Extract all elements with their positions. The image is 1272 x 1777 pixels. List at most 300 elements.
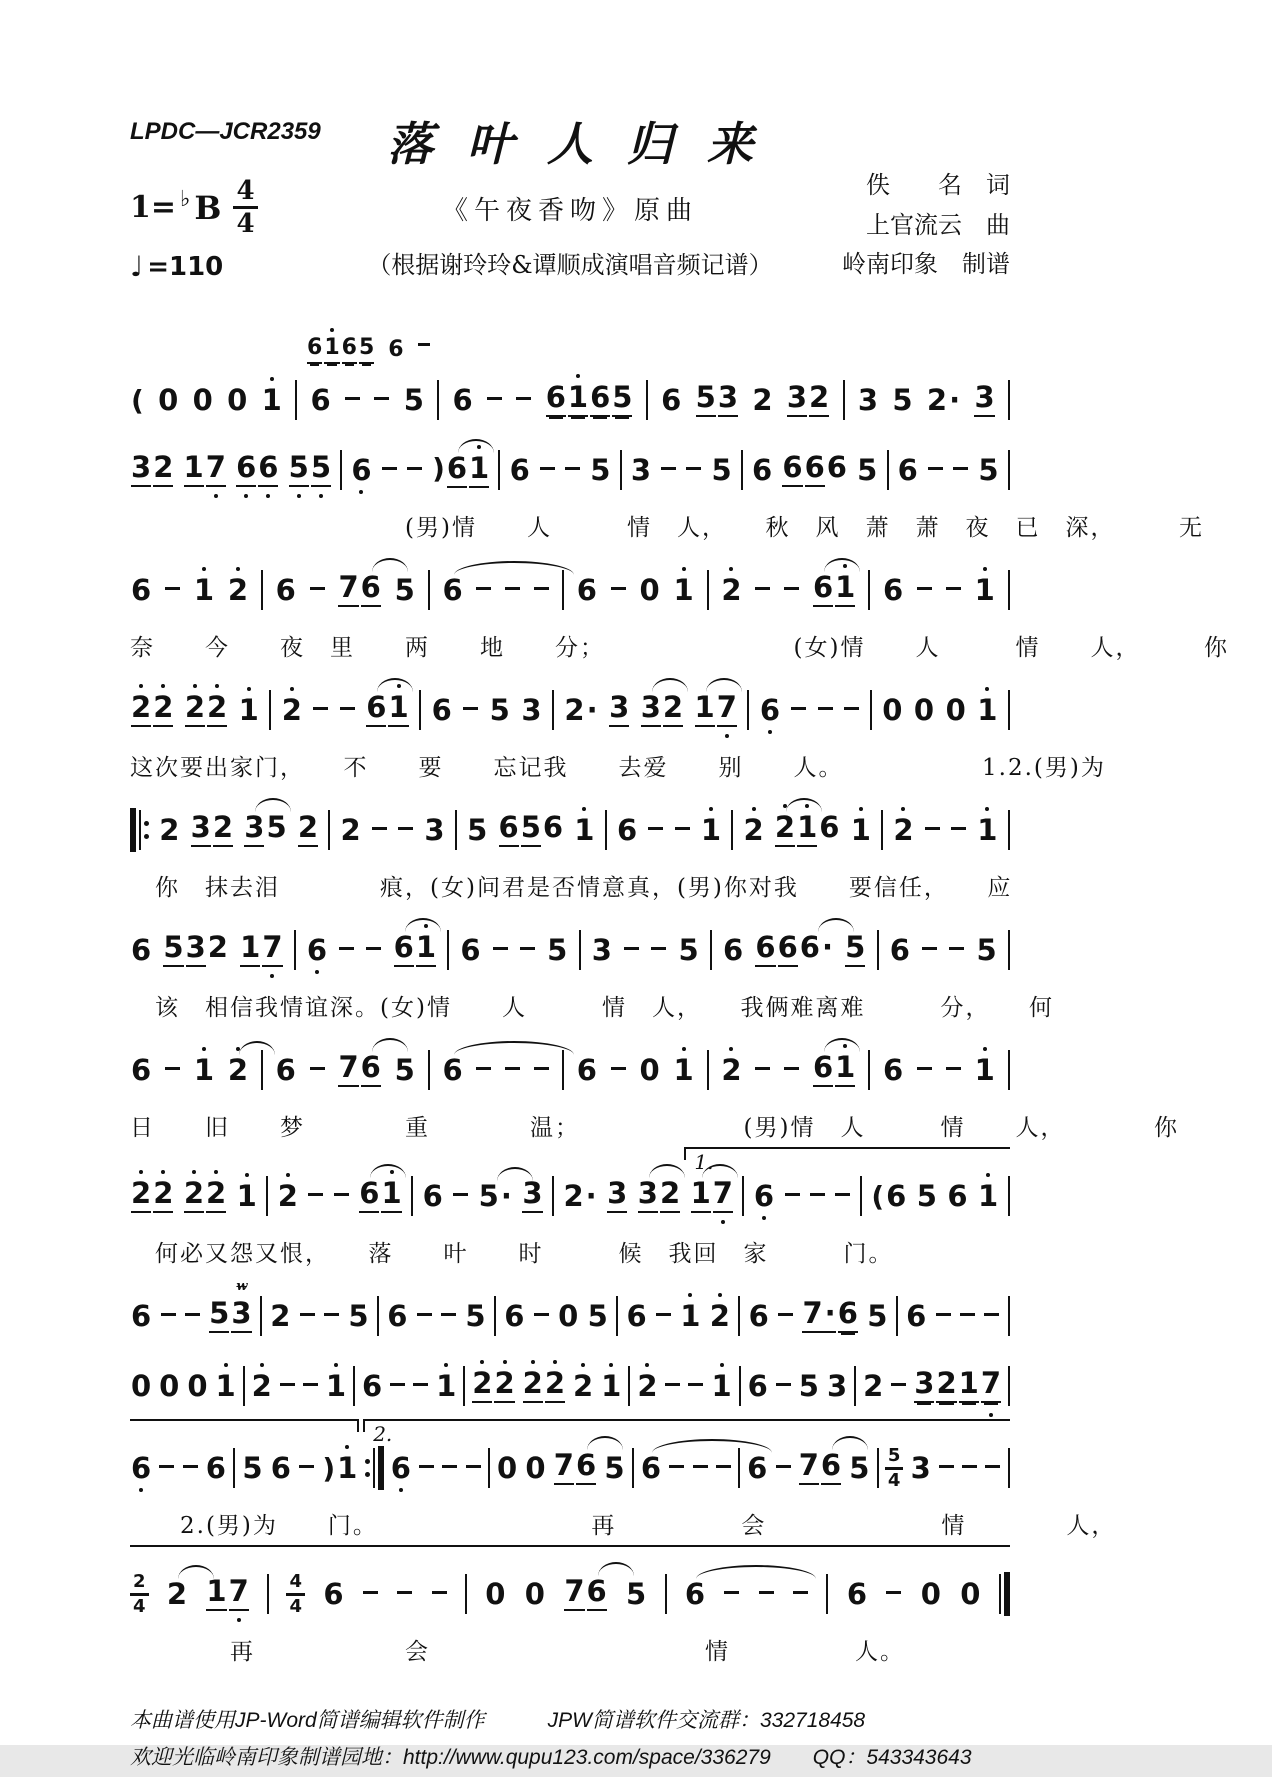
- note: [978, 452, 999, 487]
- bthin: [463, 1366, 465, 1406]
- note-digit: 2: [166, 1576, 188, 1611]
- note-group: [236, 1178, 258, 1213]
- note-digit: 6: [131, 1052, 152, 1087]
- note: [590, 380, 611, 417]
- note-digit: 2: [251, 1368, 272, 1403]
- note: [205, 1450, 226, 1485]
- note-digit: 5: [678, 932, 699, 967]
- flat-icon: ♭: [180, 185, 191, 212]
- octave-dot-above: [718, 1293, 722, 1297]
- note-group: [746, 1450, 768, 1485]
- barline-thin: [428, 570, 430, 610]
- octave-dot-above: [330, 328, 334, 332]
- barline-thin: [1008, 380, 1010, 420]
- note-digit: 6: [747, 1450, 768, 1485]
- slur-arc-wide: [454, 561, 574, 575]
- note-group: [130, 690, 174, 727]
- note: [131, 932, 152, 967]
- note-digit: 6: [661, 382, 682, 417]
- bthin: [428, 1050, 430, 1090]
- note-digit: 6: [575, 1448, 597, 1482]
- octave-dot-above: [345, 1445, 349, 1449]
- note-digit: 7: [338, 1050, 359, 1084]
- bthin: [340, 450, 342, 490]
- note: [417, 1302, 432, 1331]
- note-group: [338, 936, 355, 965]
- note-group: [412, 1372, 429, 1401]
- note-digit: 2: [340, 812, 361, 847]
- note: [673, 572, 694, 607]
- octave-dot-below: [359, 490, 363, 494]
- note: [374, 386, 389, 415]
- note: [637, 1176, 658, 1213]
- barline-thin: [826, 1574, 828, 1614]
- barline-thin: [1008, 1296, 1010, 1336]
- note-group: [162, 930, 229, 967]
- note: [590, 452, 611, 487]
- note: [131, 1298, 152, 1333]
- note: [609, 690, 630, 727]
- octave-dot-above: [983, 567, 987, 571]
- note: [496, 1450, 518, 1485]
- note-group: [921, 936, 938, 965]
- credits-block: [842, 166, 1010, 285]
- barline-end: [365, 1446, 384, 1490]
- credit-line: 岭南印象 制谱: [842, 250, 1010, 279]
- octave-dot-below: [244, 494, 248, 498]
- note-digit: 5: [394, 1052, 415, 1087]
- barline-thin: [260, 1296, 262, 1336]
- bthin: [295, 380, 297, 420]
- note-group: [809, 1182, 826, 1211]
- note: [270, 1298, 291, 1333]
- note-digit: 2: [709, 1298, 730, 1333]
- lyrics-row: 你 抹去泪 痕，(女)问君是否情意真，(男)你对我 要信任， 应: [130, 875, 1013, 901]
- note: [753, 1178, 775, 1213]
- note-group: [935, 1302, 952, 1331]
- dash-line: [693, 1465, 708, 1468]
- note-group: [589, 452, 611, 487]
- note-digit: 6: [542, 810, 564, 844]
- note-group: [539, 456, 556, 485]
- barline-thin: [1008, 690, 1010, 730]
- note: [310, 576, 325, 605]
- note: [889, 932, 910, 967]
- barline-thin: [498, 450, 500, 490]
- catalog-number: LPDC—JCR2359: [130, 118, 321, 145]
- barline-thin: [377, 1296, 379, 1336]
- note-group: [610, 1056, 627, 1085]
- note-group: [790, 696, 807, 725]
- note-digit: 3: [630, 452, 651, 487]
- note: [485, 1576, 506, 1611]
- note-group: [344, 386, 361, 415]
- bthin: [605, 810, 607, 850]
- note-group: [862, 1368, 884, 1403]
- octave-dot-below: [297, 494, 301, 498]
- dash-line: [390, 1383, 405, 1386]
- note: [307, 334, 323, 364]
- bthin: [411, 1176, 413, 1216]
- note-group: [465, 1454, 482, 1483]
- note-digit: 6: [390, 1450, 411, 1485]
- note-digit: 5: [465, 1298, 486, 1333]
- note-digit: 6: [460, 932, 481, 967]
- bthin: [868, 570, 870, 610]
- note-digit: 1: [325, 1368, 346, 1403]
- note-digit: 2: [297, 810, 319, 844]
- recording-note: （根据谢玲玲&谭顺成演唱音频记谱）: [367, 251, 773, 279]
- note: [131, 1450, 152, 1485]
- note-digit: 6: [323, 1576, 344, 1611]
- note: [786, 380, 808, 417]
- note: [131, 450, 152, 487]
- bthin: [1008, 1050, 1010, 1090]
- barline-thin: [266, 1176, 268, 1216]
- octave-dot-above: [236, 567, 240, 571]
- bthin: [261, 1050, 263, 1090]
- song-subtitle: 《午夜香吻》原曲: [441, 196, 698, 226]
- bthin: [707, 1050, 709, 1090]
- note-digit: 2: [159, 812, 180, 847]
- note-group: [913, 1366, 1002, 1403]
- barline-thin: [605, 810, 607, 850]
- note: [945, 692, 966, 727]
- note: [452, 382, 473, 417]
- note: [187, 1368, 208, 1403]
- note-group: [533, 1056, 550, 1085]
- note-digit: 1: [236, 1178, 257, 1213]
- note-digit: 6: [351, 452, 372, 487]
- note-group: [798, 1368, 820, 1403]
- note: [810, 1182, 825, 1211]
- note-digit: 6: [616, 812, 638, 847]
- cue-notes: [306, 335, 431, 365]
- bthin: [269, 690, 271, 730]
- note-digit: 6: [236, 450, 257, 484]
- note-group: [545, 380, 634, 417]
- note-group: [299, 1302, 316, 1331]
- note-group: [205, 1574, 249, 1611]
- note-group: [946, 1178, 968, 1213]
- note: [310, 450, 332, 487]
- note-digit: 6: [446, 451, 468, 485]
- note: [308, 1182, 323, 1211]
- note: [684, 1576, 706, 1611]
- note-digit: 7: [262, 930, 283, 964]
- dash-line: [791, 707, 806, 710]
- note-group: [603, 1450, 625, 1485]
- note-group: [130, 450, 174, 487]
- note-group: [524, 1450, 546, 1485]
- bthin: [999, 1574, 1001, 1614]
- note-digit: 5: [892, 382, 913, 417]
- dash-line: [755, 587, 770, 590]
- note-digit: 2: [637, 1368, 658, 1403]
- note-digit: 0: [639, 1052, 660, 1087]
- bthin: [562, 1050, 564, 1090]
- note-group: [647, 816, 664, 845]
- note-digit: 6: [819, 810, 840, 844]
- note-group: [792, 1580, 809, 1609]
- note: [184, 690, 206, 727]
- note: [542, 810, 564, 844]
- note-group: [381, 456, 398, 485]
- note-group: [323, 1302, 340, 1331]
- note-group: [916, 1178, 938, 1213]
- note-group: [637, 1176, 681, 1213]
- note-group: [270, 1450, 292, 1485]
- octave-dot-below: [989, 1413, 993, 1417]
- slur-arc-wide: [454, 1041, 574, 1055]
- note-group: [160, 1302, 177, 1331]
- note-group: [298, 1454, 315, 1483]
- note: [227, 1052, 248, 1087]
- note-digit: 2: [131, 690, 152, 724]
- note: [863, 1368, 884, 1403]
- bthin: [498, 450, 500, 490]
- note: [207, 930, 228, 964]
- bthin: [294, 930, 296, 970]
- note: [897, 452, 918, 487]
- note-group: [281, 692, 303, 727]
- barline-thin: [294, 930, 296, 970]
- barline-thin: [463, 1366, 465, 1406]
- note: [785, 1182, 800, 1211]
- note-group: [798, 1448, 842, 1485]
- barline-thin: [552, 690, 554, 730]
- octave-dot-above: [729, 1047, 733, 1051]
- note-group: [130, 1176, 174, 1213]
- note-group: [926, 382, 961, 417]
- dash-line: [463, 707, 478, 710]
- note: [313, 696, 328, 725]
- note: [648, 816, 663, 845]
- note: [334, 1182, 349, 1211]
- note-group: [431, 692, 453, 727]
- note-group: [227, 1052, 249, 1087]
- note: [850, 812, 871, 847]
- notation-row: [130, 1150, 1010, 1227]
- note-digit: 3: [857, 382, 879, 417]
- slur-arc: [832, 1436, 868, 1450]
- note-digit: 1: [193, 1052, 214, 1087]
- note-group: [389, 1372, 406, 1401]
- dash-line: [308, 1193, 323, 1196]
- note: [835, 1182, 850, 1211]
- note-digit: 6: [590, 380, 611, 414]
- note-group: [844, 930, 866, 967]
- bthin: [646, 380, 648, 420]
- note-group: [625, 1576, 647, 1611]
- sheet-footer: [130, 1703, 1010, 1777]
- note: [774, 810, 796, 847]
- note-group: [660, 382, 682, 417]
- barline-thin: [1008, 1366, 1010, 1406]
- note-digit: 0: [639, 572, 660, 607]
- note: [442, 572, 463, 607]
- note: [366, 690, 387, 727]
- note: [920, 1576, 941, 1611]
- note: [153, 450, 174, 487]
- note-digit: 2: [721, 572, 742, 607]
- octave-dot-above: [609, 1363, 613, 1367]
- note: [131, 1176, 152, 1213]
- note-digit: 3: [231, 1296, 252, 1330]
- note-digit: 6: [576, 1052, 597, 1087]
- note-digit: 1: [193, 572, 214, 607]
- note: [185, 1302, 200, 1331]
- barline-thin: [1008, 570, 1010, 610]
- barline-thin: [628, 1366, 630, 1406]
- note-group: [307, 1182, 324, 1211]
- note-digit: 6: [882, 572, 904, 607]
- note: [812, 1050, 834, 1087]
- note-group: [983, 1302, 1000, 1331]
- note-group: [239, 930, 283, 967]
- note: [886, 1580, 901, 1609]
- note-group: [938, 1454, 955, 1483]
- note: [277, 1178, 298, 1213]
- augmentation-dot: ·: [500, 1178, 512, 1213]
- volta-bracket: [684, 1147, 1010, 1174]
- note: [913, 692, 935, 727]
- dash-line: [946, 1067, 961, 1070]
- bthin: [377, 1296, 379, 1336]
- bthin: [896, 1296, 898, 1336]
- note-group: [748, 1298, 770, 1333]
- bthin: [741, 450, 743, 490]
- notation-score: [130, 334, 1229, 1669]
- note-group: [710, 1368, 732, 1403]
- note: [324, 1302, 339, 1331]
- slur-arc: [239, 1041, 275, 1055]
- note: [340, 696, 355, 725]
- note-digit: 5: [547, 932, 568, 967]
- note-group: [396, 1580, 413, 1609]
- note-group: [459, 932, 481, 967]
- note-digit: 5: [590, 452, 611, 487]
- note-group: [673, 572, 695, 607]
- bthin: [854, 1366, 856, 1406]
- note-digit: 2: [572, 1368, 594, 1403]
- octave-dot-above: [224, 1363, 228, 1367]
- note-digit: 5: [849, 1450, 870, 1485]
- note-group: [166, 1576, 188, 1611]
- barline-thin: [562, 1050, 564, 1090]
- note: [712, 1176, 733, 1213]
- tempo-marking: [130, 250, 223, 283]
- barline-thin: [1008, 1448, 1010, 1488]
- octave-dot-below: [139, 1488, 143, 1492]
- note-group: [431, 1580, 448, 1609]
- note: [442, 1052, 463, 1087]
- note-group: [288, 450, 332, 487]
- note: [310, 1056, 325, 1085]
- note-digit: 6: [886, 1178, 907, 1213]
- note: [238, 692, 259, 727]
- note-group: [347, 1298, 369, 1333]
- parenthesis: ): [432, 452, 445, 485]
- note: [926, 382, 961, 417]
- octave-dot-above: [985, 807, 989, 811]
- note-digit: 3: [131, 450, 152, 484]
- note-digit: 2: [270, 1298, 291, 1333]
- note: [236, 450, 257, 487]
- barline-thin: [646, 380, 648, 420]
- dash-line: [398, 827, 413, 830]
- barline-thin: [870, 690, 872, 730]
- note: [845, 930, 866, 967]
- dash-line: [340, 707, 355, 710]
- bthin: [1008, 1366, 1010, 1406]
- note: [153, 1176, 174, 1213]
- volta-label: 1.: [694, 1150, 714, 1174]
- note-group: [417, 339, 431, 361]
- note-digit: 6: [812, 1050, 834, 1084]
- barline-thin: [455, 810, 457, 850]
- barline-thin: [887, 450, 889, 490]
- augmentation-dot: ·: [821, 930, 833, 964]
- lyrics-row: 这次要出家门， 不 要 忘记我 去爱 别 人。 1.2.(男)为: [130, 755, 1106, 781]
- note-group: [193, 1052, 215, 1087]
- barline-thin: [419, 690, 421, 730]
- note-digit: 2: [936, 1366, 957, 1400]
- note-digit: 1: [388, 690, 409, 724]
- note-digit: 6: [360, 570, 381, 604]
- note-digit: 1: [240, 930, 261, 964]
- barline-thin: [747, 690, 749, 730]
- note: [300, 1302, 315, 1331]
- octave-dot-above: [503, 1360, 507, 1364]
- octave-dot-below: [319, 494, 323, 498]
- note-group: [158, 812, 180, 847]
- music-line: [130, 1279, 1010, 1347]
- note: [626, 1576, 647, 1611]
- octave-dot-above: [270, 377, 274, 381]
- dash-line: [534, 1313, 549, 1316]
- note: [709, 1298, 730, 1333]
- note-group: [489, 692, 511, 727]
- dash-line: [299, 1465, 314, 1468]
- note: [390, 1450, 411, 1485]
- note-digit: 1: [700, 812, 722, 847]
- bthin: [1008, 930, 1010, 970]
- note-group: [856, 452, 878, 487]
- barline-thin: [738, 1448, 740, 1488]
- note-digit: 7: [798, 1448, 819, 1482]
- bthin: [419, 690, 421, 730]
- note-group: [484, 1576, 506, 1611]
- note-digit: 6: [442, 572, 463, 607]
- note-group: [668, 1454, 685, 1483]
- note: [465, 1298, 486, 1333]
- note: [522, 1366, 543, 1403]
- note: [467, 812, 488, 847]
- note: [341, 334, 357, 364]
- octave-dot-above: [645, 1363, 649, 1367]
- note-digit: 6: [753, 1178, 775, 1213]
- note: [946, 576, 961, 605]
- note: [678, 932, 699, 967]
- note-digit: 2: [544, 1366, 565, 1400]
- note: [565, 456, 580, 485]
- note: [917, 576, 932, 605]
- note-group: [591, 932, 613, 967]
- barline-thin: [742, 1176, 744, 1216]
- note-digit: 6: [258, 450, 279, 484]
- note-group: [674, 816, 691, 845]
